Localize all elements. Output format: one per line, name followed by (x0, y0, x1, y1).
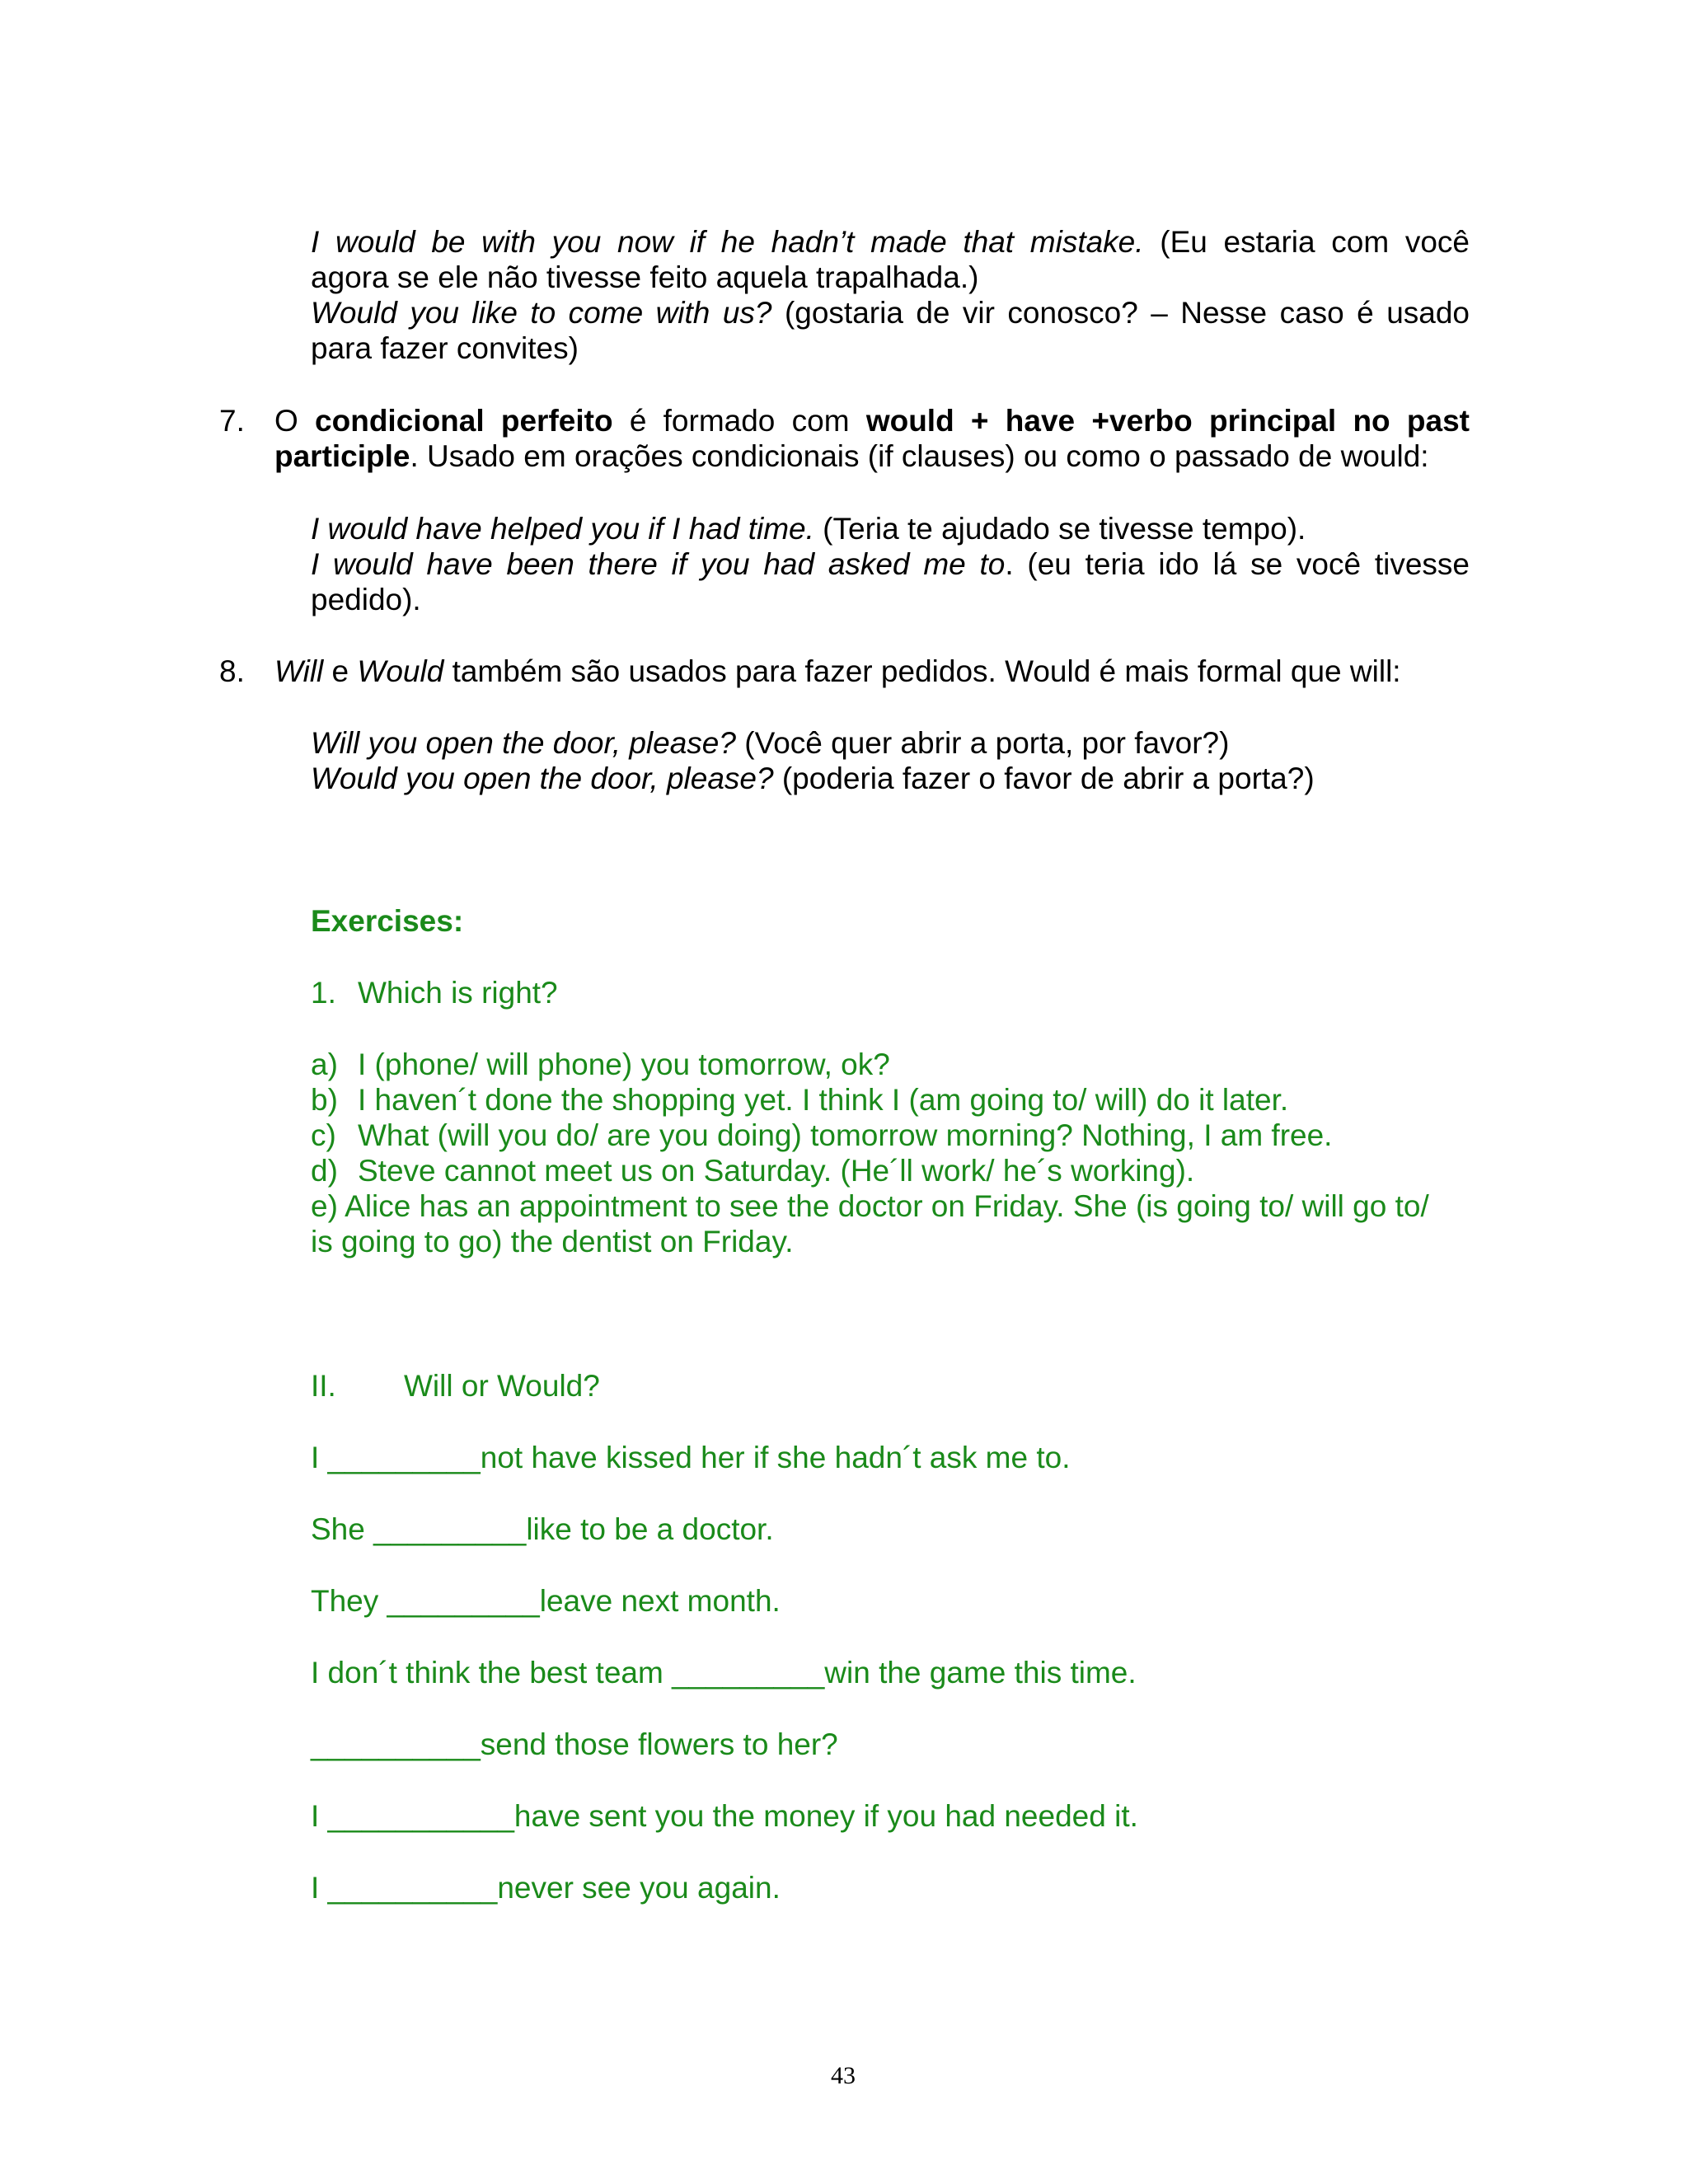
exercise-sentence: I __________never see you again. (311, 1871, 781, 1905)
example-line: pedido). (311, 583, 421, 616)
part2-number: II. (311, 1369, 336, 1403)
part1-number: 1. (311, 976, 336, 1010)
part2-title: Will or Would? (404, 1369, 600, 1403)
exercise-sentence: I _________not have kissed her if she hadn´t ask me to. (311, 1441, 1071, 1474)
list-item: I haven´t done the shopping yet. I think I (am going to/ will) do it later. (358, 1083, 1289, 1117)
list-item-label: d) (311, 1154, 338, 1188)
list-item-label: b) (311, 1083, 338, 1117)
list-item: e) Alice has an appointment to see the doctor on Friday. She (is going to/ will go to/ (311, 1189, 1429, 1223)
list-item: Steve cannot meet us on Saturday. (He´ll work/ he´s working). (358, 1154, 1195, 1188)
example-line: I would have helped you if I had time. (Teria te ajudado se tivesse tempo). (311, 512, 1306, 546)
list-item: I (phone/ will phone) you tomorrow, ok? (358, 1047, 890, 1081)
item-text: O condicional perfeito é formado com would + have +verbo principal no past (274, 404, 1470, 438)
exercise-sentence: They _________leave next month. (311, 1584, 781, 1618)
example-line: Would you like to come with us? (gostaria de vir conosco? – Nesse caso é usado (311, 296, 1470, 330)
list-item-label: a) (311, 1047, 338, 1081)
example-line: Would you open the door, please? (poderia fazer o favor de abrir a porta?) (311, 762, 1315, 795)
exercise-sentence: She _________like to be a doctor. (311, 1512, 774, 1546)
list-item: What (will you do/ are you doing) tomorrow morning? Nothing, I am free. (358, 1118, 1333, 1152)
example-line: agora se ele não tivesse feito aquela trapalhada.) (311, 260, 979, 294)
example-line: para fazer convites) (311, 331, 579, 365)
item-text: Will e Would também são usados para fazer pedidos. Would é mais formal que will: (274, 654, 1401, 688)
example-line: Will you open the door, please? (Você quer abrir a porta, por favor?) (311, 726, 1230, 760)
exercise-sentence: __________send those flowers to her? (311, 1727, 838, 1761)
item-text: participle. Usado em orações condicionais (if clauses) ou como o passado de would: (274, 439, 1429, 473)
page-number: 43 (831, 2062, 856, 2089)
part1-title: Which is right? (358, 976, 558, 1010)
item-number: 7. (219, 404, 245, 438)
item-number: 8. (219, 654, 245, 688)
example-line: I would be with you now if he hadn’t made that mistake. (Eu estaria com você (311, 225, 1470, 259)
list-item-label: c) (311, 1118, 336, 1152)
exercises-heading: Exercises: (311, 904, 464, 938)
example-line: I would have been there if you had asked me to. (eu teria ido lá se você tivesse (311, 547, 1470, 581)
list-item: is going to go) the dentist on Friday. (311, 1225, 794, 1258)
exercise-sentence: I ___________have sent you the money if you had needed it. (311, 1799, 1138, 1833)
exercise-sentence: I don´t think the best team _________win the game this time. (311, 1656, 1137, 1690)
